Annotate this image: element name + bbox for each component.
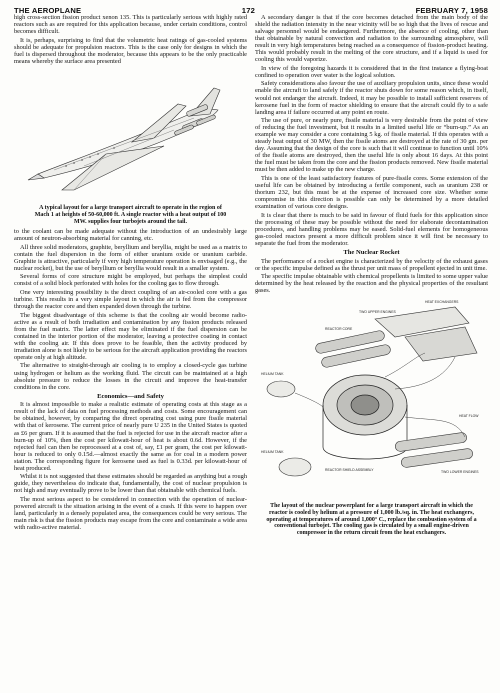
paragraph: The most serious aspect to be considered in connection with the operation of nuclear-powered aircraft is the situation arising in the event of a crash. If this were to happen over land, particularly in a densely populated area, the consequences could be very serious. The main risk is that the fission products may escape from the core and contaminate a wide area with radio-active material. (14, 495, 247, 532)
publication-title: THE AEROPLANE (14, 6, 82, 15)
paragraph: Whilst it is not suggested that these estimates should be regarded as anything but a rough guide, they nevertheless do indicate that, fundamentally, the cost of nuclear propulsion is not high and may eventually prove to be lower than that obtainable with chemical fuels. (14, 473, 247, 495)
label-reactor-core: REACTOR CORE (325, 327, 353, 332)
paragraph: All three solid moderators, graphite, beryllium and beryllia, might be used as a matrix to contain the fuel dispersion in the form of either uranium oxide or uranium carbide. Graphite is attractive, particularly if very high temperature operation is envisaged (e.g., the nuclear rocket), but the use of beryllium or beryllia would result in a smaller system. (14, 243, 247, 272)
section-heading-economics: Economics—and Safety (97, 392, 164, 400)
paragraph: In view of the foregoing hazards it is considered that in the first instance a flying-boat confined to operation over water is the logical solution. (255, 64, 488, 79)
paragraph: It is, perhaps, surprising to find that the volumetric heat ratings of gas-cooled systems should be adequate for propulsion reactors. This is the case only for designs in which the fuel is dispersed throughout the moderator, because this appears to be the only practicable means whereby the surface area presented (14, 36, 247, 65)
label-heat-exchangers: HEAT EXCHANGERS (425, 300, 459, 305)
paragraph: The use of pure, or nearly pure, fissile material is very desirable from the point of view of reducing the fuel investment, but it results in a limited useful life or “burn-up.” As an example we may consider a core containing 5 kg. of fissile material. If this operates with a steady heat output of 30 MW, then the fissile atoms are destroyed at the rate of 30 gm. per day. Assuming that the design of the core is such that it will continue to function until 10% of the fissile atoms are destroyed, then the useful life is only about 16 days. At this point the fuel must be taken from the core and the fission products removed. New fissile material must be then added to make up the new charge. (255, 117, 488, 174)
issue-date: FEBRUARY 7, 1958 (415, 6, 488, 15)
figure1-caption: A typical layout for a large transport aircraft to operate in the region of Mach 1 at heights of 50-60,000 ft. A single reactor with a heat output of 100 MW. supplies four turbojets around the tail. (34, 205, 227, 225)
paragraph: The performance of a rocket engine is characterized by the velocity of the exhaust gases or the specific impulse defined as the thrust per unit mass of propellent ejected in unit time. (255, 257, 488, 272)
label-reactor-shield-assembly: REACTOR SHIELD ASSEMBLY (325, 468, 374, 473)
label-two-upper-engines: TWO UPPER ENGINES (359, 310, 396, 315)
label-helium-tank-bottom: HELIUM TANK (261, 450, 284, 455)
label-heat-flow: HEAT FLOW (459, 414, 479, 419)
paragraph: It is clear that there is much to be said in favour of fluid fuels for this application since the processing of these may be possible without the need for elaborate decontamination procedures, and handling problems may be eased. Solid-fuel elements for homogeneous gas-cooled reactors present a more difficult problem since it will first be necessary to separate the fuel from the moderator. (255, 211, 488, 247)
section-heading-nuclear-rocket: The Nuclear Rocket (343, 249, 400, 256)
paragraph: It is almost impossible to make a realistic estimate of operating costs at this stage as a result of the lack of data on fuel processing methods and costs. Some encouragement can be obtained, however, by comparing the direct operating cost using pure fissile material with that of kerosene. The current price of nearly pure U 235 in the United States is quoted as £6 per gram. If it is assumed that the fuel is rejected for use in the aircraft reactor after a burn-up of 10%, then the cost per kilowatt-hour of heat is about 0.6d. However, if the rejected fuel can then be reprocessed at a cost of, say, £1 per gram, the cost per kilowatt-hour is reduced to only 0.15d.—almost exactly the same as for coal in a modern power station. The corresponding figure for kerosene used as fuel is 0.33d. per kilowatt-hour of heat produced. (14, 401, 247, 472)
paragraph: The specific impulse obtainable with chemical propellents is limited to some upper value determined by the heat released by the reaction and the physical properties of the resultant gases. (255, 273, 488, 295)
paragraph: One very interesting possibility is the direct coupling of an air-cooled core with a gas turbine. This results in a very simple layout in which the air is fed from the compressor through the reactor core and then expanded down through the turbine. (14, 288, 247, 311)
right-column (255, 14, 488, 536)
paragraph: This is one of the least satisfactory features of pure-fissile cores. Some extension of the useful life can be obtained by introducing a fertile component, such as uranium 238 or thorium 232, but this must be at the expense of increased core size. Whether some compromise in this direction is possible can only be determined by a more detailed examination of various core designs. (255, 175, 488, 211)
page-number: 172 (241, 6, 256, 15)
paragraph: The biggest disadvantage of this scheme is that the cooling air would become radio-active as a result of both irradiation and contamination by any fission products released from the fuel matrix. The latter effect may be eliminated if the fuel dispersion can be contained in the interior portion of the moderator, leaving a protective coating in contact with the cooling air. If this does prove to be feasible, then the activity produced by irradiation alone is not likely to be serious for the aircraft application providing the reactors operate only at high altitude. (14, 311, 247, 361)
label-helium-tank-top: HELIUM TANK (261, 372, 284, 377)
left-column (14, 14, 247, 536)
paragraph: The alternative to straight-through air cooling is to employ a closed-cycle gas turbine using hydrogen or helium as the working fluid. The circuit can be maintained at a high absolute pressure to reduce the losses in the circuit and improve the heat-transfer conditions in the core. (14, 362, 247, 391)
paragraph: Several forms of core structure might be employed, but perhaps the simplest could consist of a solid block perforated with holes for the cooling gas to flow through. (14, 273, 247, 288)
paragraph: high cross-section fission product xenon 135. This is particularly serious with highly rated reactors such as are required for this application because, under certain conditions, control becomes difficult. (14, 14, 247, 36)
paragraph: Safety considerations also favour the use of auxiliary propulsion units, since these would enable the aircraft to land safely if the reactor shuts down for some reason which, in itself, would not endanger the aircraft. Indeed, it may be possible to install sufficient reserves of kerosene fuel in the form of reactor shielding to ensure that the aircraft could fly to a safe landing area if failure occurred at any point en route. (255, 80, 488, 116)
figure2-caption: The layout of the nuclear powerplant for a large transport aircraft in which the reactor is cooled by helium at a pressure of 1,000 lb./sq. in. The heat exchangers, operating at temperatures of around 1,000° C., replace the combustion system of a conventional turbojet. The cooling gas is circulated by a small engine-driven compressor in the return circuit from the heat exchangers. (266, 503, 477, 536)
paragraph: to the coolant can be made adequate without the introduction of an undesirably large amount of neutron-absorbing material for canning, etc. (14, 228, 247, 243)
label-two-lower-engines: TWO LOWER ENGINES (441, 470, 479, 475)
paragraph: A secondary danger is that if the core becomes detached from the main body of the shield the radiation intensity in the near vicinity will be so high that the lives of rescue and salvage personnel would be endangered. Furthermore, the absence of cooling, other than that obtainable by natural convection and radiation to the surrounding atmosphere, will result in very high temperatures being reached as a consequence of fission-product heating. This would probably result in the melting of the core structure, and if a liquid is used for cooling this would vaporize. (255, 14, 488, 64)
page-header (14, 0, 488, 14)
aircraft-illustration (14, 66, 247, 204)
powerplant-diagram (255, 297, 488, 502)
